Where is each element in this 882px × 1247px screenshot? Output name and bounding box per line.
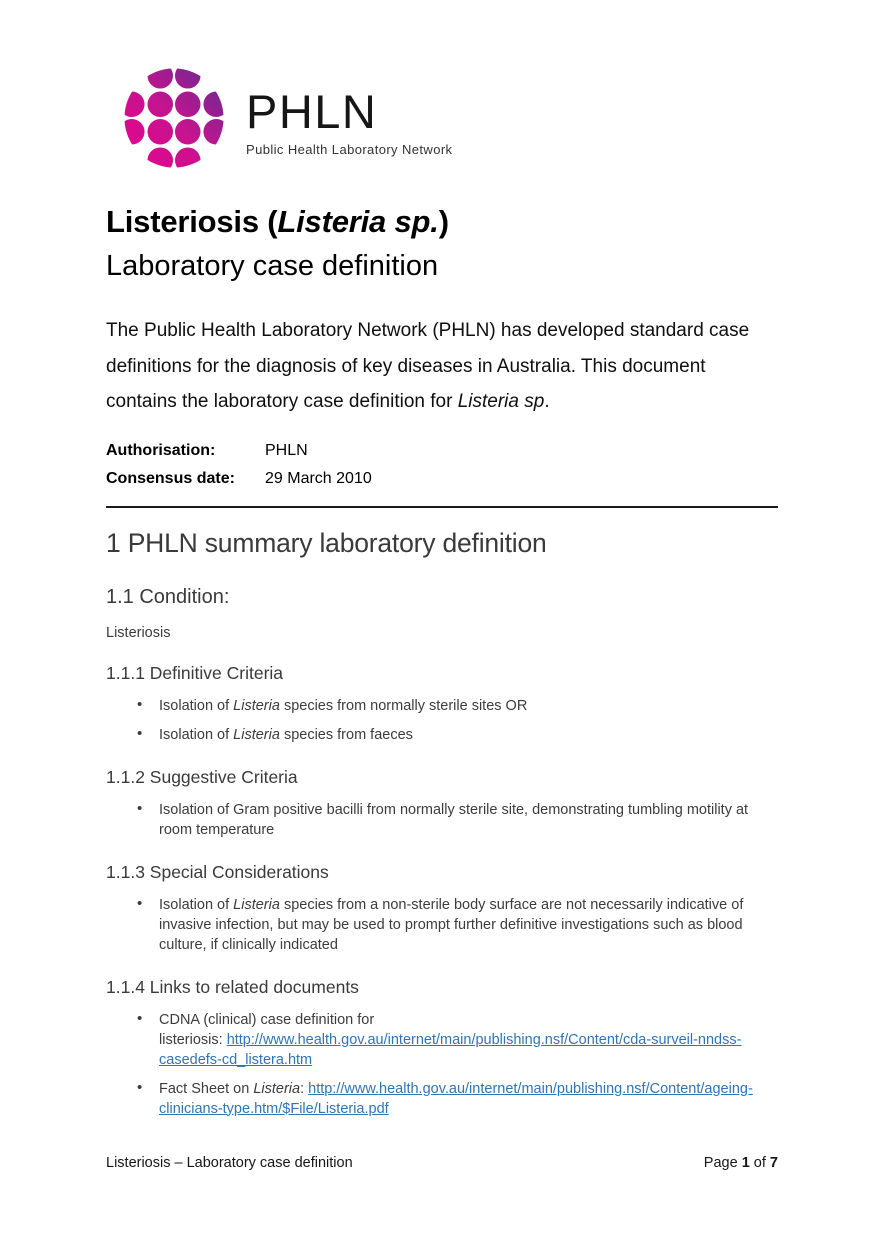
meta-row-authorisation: [106, 442, 778, 460]
page-footer: [106, 1155, 778, 1171]
section-1-1-heading: 1.1 Condition:: [106, 585, 230, 608]
bullet-item: • CDNA (clinical) case definition for listeriosis: http://www.health.gov.au/internet/main/publishing.nsf/Content/cda-surveil-nndss-casedefs-cd_listera.htm: [137, 1010, 778, 1070]
meta-row-consensus-date: [106, 470, 778, 488]
footer-page-number: Page 1 of 7: [703, 1155, 778, 1171]
definitive-criteria-list: [106, 696, 778, 745]
condition-value: Listeriosis: [106, 624, 171, 641]
section-1-heading: 1 PHLN summary laboratory definition: [106, 527, 547, 558]
section-1-1-4-heading: 1.1.4 Links to related documents: [106, 976, 359, 997]
special-considerations-list: [106, 895, 778, 955]
section-divider: [106, 506, 778, 508]
meta-block: [106, 442, 778, 488]
hyperlink[interactable]: http://www.health.gov.au/internet/main/publishing.nsf/Content/ageing-clinicians-type.htm/$File/Listeria.pdf: [159, 1080, 753, 1117]
page-content: [106, 0, 778, 1128]
bullet-item: • Isolation of Listeria species from normally sterile sites OR: [137, 696, 778, 716]
hyperlink[interactable]: http://www.health.gov.au/internet/main/publishing.nsf/Content/cda-surveil-nndss-casedefs-cd_listera.htm: [159, 1031, 742, 1068]
document-title: Listeriosis (Listeria sp.): [106, 204, 449, 239]
phln-tagline: Public Health Laboratory Network: [246, 142, 453, 157]
bullet-item: • Isolation of Listeria species from faeces: [137, 725, 778, 745]
consensus-date-label: Consensus date:: [106, 469, 235, 487]
section-1-1-1-heading: 1.1.1 Definitive Criteria: [106, 662, 284, 683]
intro-paragraph: The Public Health Laboratory Network (PHLN) has developed standard case definitions for the diagnosis of key diseases in Australia. This document contains the laboratory case definition for Listeria sp.: [106, 320, 750, 412]
consensus-date-value: 29 March 2010: [265, 469, 372, 487]
section-1-1-3-heading: 1.1.3 Special Considerations: [106, 861, 329, 882]
bullet-item: • Fact Sheet on Listeria: http://www.health.gov.au/internet/main/publishing.nsf/Content/ageing-clinicians-type.htm/$File/Listeria.pdf: [137, 1079, 778, 1119]
document-subtitle: Laboratory case definition: [106, 250, 439, 282]
related-documents-list: [106, 1010, 778, 1119]
bullet-item: • Isolation of Gram positive bacilli from normally sterile site, demonstrating tumbling motility at room temperature: [137, 800, 778, 840]
phln-sphere-icon: [120, 64, 228, 172]
section-1-1-2-heading: 1.1.2 Suggestive Criteria: [106, 766, 298, 787]
phln-logo: [120, 64, 778, 174]
phln-brand: PHLN: [246, 85, 378, 138]
suggestive-criteria-list: [106, 800, 778, 840]
footer-document-name: Listeriosis – Laboratory case definition: [106, 1155, 353, 1171]
bullet-item: • Isolation of Listeria species from a non-sterile body surface are not necessarily indicative of invasive infection, but may be used to prompt further definitive investigations such as blood culture, if clinically indicated: [137, 895, 778, 955]
phln-logo-text: [246, 64, 452, 157]
authorisation-label: Authorisation:: [106, 441, 216, 459]
authorisation-value: PHLN: [265, 441, 308, 459]
